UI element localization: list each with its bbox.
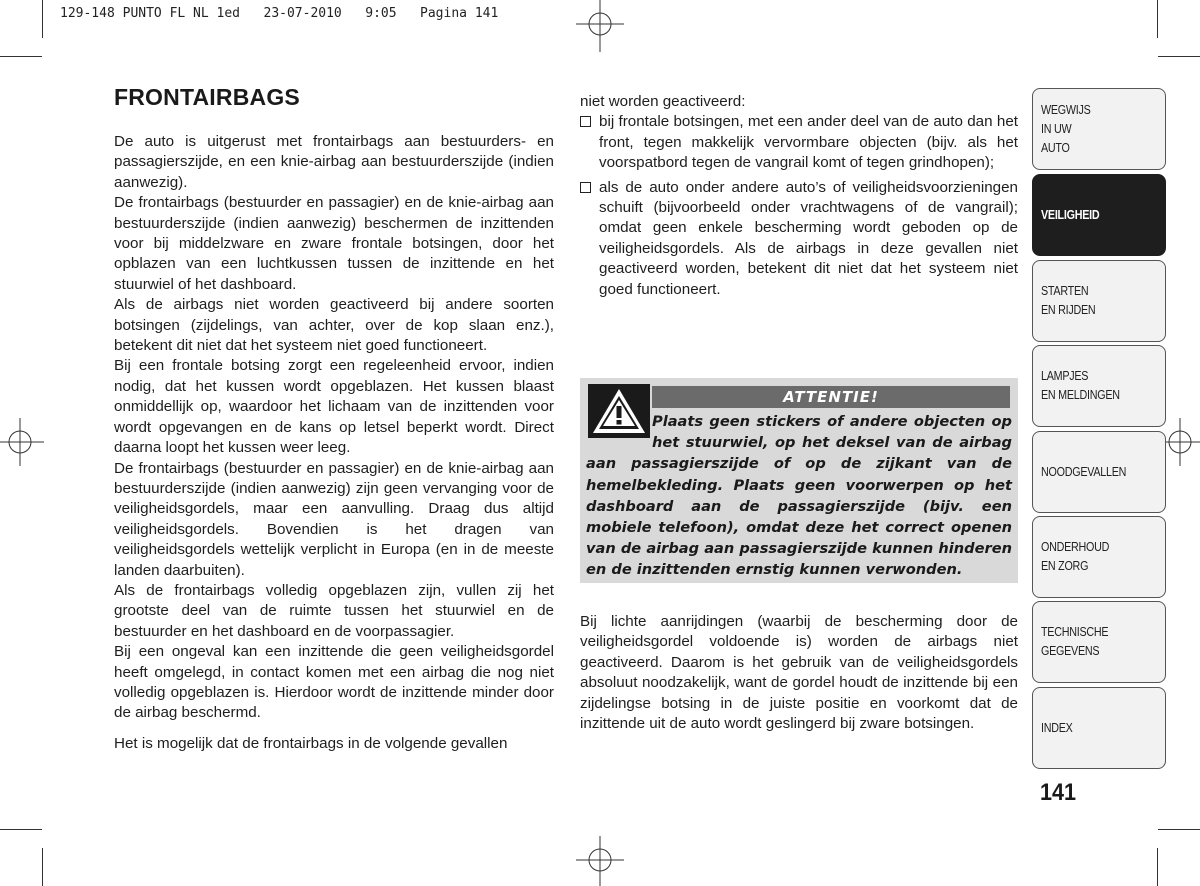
paragraph: Bij een frontale botsing zorgt een regeleenheid ervoor, indien nodig, dat het kussen wordt opgeblazen. Het kussen blaast onmiddellijk op, waardoor het lichaam van de inzittenden voor wordt opgevangen en de kans op letsel beperkt wordt. Direct daarna loopt het kussen weer leeg. bbox=[114, 357, 554, 457]
registration-mark-icon bbox=[576, 0, 624, 52]
crop-mark-bottom-left-h bbox=[0, 829, 42, 830]
tab-label-line: EN RIJDEN bbox=[1041, 303, 1096, 317]
closing-paragraph: Bij lichte aanrijdingen (waarbij de bescherming door de veiligheidsgordel voldoende is) worden de airbags niet geactiveerd. Daarom is het gebruik van de veiligheidsgordels absoluut noodzakelijk, want de gordel houdt de inzittende bij een zijdelingse botsing in de juiste positie en voorkomt dat de inzittende uit de auto wordt geslingerd bij zware botsingen. bbox=[580, 613, 1018, 733]
tab-starten[interactable] bbox=[1032, 260, 1166, 342]
warning-box bbox=[580, 378, 1018, 583]
tab-noodgevallen[interactable] bbox=[1032, 431, 1166, 513]
checkbox-bullet-icon bbox=[580, 116, 591, 127]
list-item-text: als de auto onder andere auto’s of veiligheidsvoorzieningen schuift (bijvoorbeeld onder vrachtwagens of de vangrail); omdat geen enkele bescherming wordt geboden op de veiligheidsgordels. Als de airbags in deze gevallen niet geactiveerd worden, betekent dit niet dat het systeem niet goed functioneert. bbox=[599, 178, 1018, 298]
tab-veiligheid[interactable] bbox=[1032, 174, 1166, 256]
registration-mark-icon bbox=[576, 836, 624, 886]
warning-text-body: Plaats geen stickers of andere objecten op het stuurwiel, op het deksel van de airbag aan passagierszijde of op de zijkant van de hemelbekleding. Plaats geen voorwerpen op het dashboard aan de passagierszijde (bijv. een mobiele telefoon), omdat deze het correct openen van de airbag aan passagierszijde kunnen hinderen en de inzittenden ernstig kunnen verwonden. bbox=[586, 413, 1012, 579]
list-item bbox=[580, 178, 1018, 300]
tab-label-line: VEILIGHEID bbox=[1041, 207, 1100, 222]
crop-mark-top-left-h bbox=[0, 56, 42, 57]
tab-label-line: ONDERHOUD bbox=[1041, 540, 1110, 554]
tab-label-line: INDEX bbox=[1041, 720, 1073, 735]
left-column bbox=[114, 132, 554, 754]
tab-label-line: GEGEVENS bbox=[1041, 644, 1100, 658]
tab-technische[interactable] bbox=[1032, 601, 1166, 683]
paragraph: Het is mogelijk dat de frontairbags in de volgende gevallen bbox=[114, 734, 508, 752]
warning-text bbox=[586, 411, 1012, 581]
crop-mark-bottom-left-v bbox=[42, 848, 43, 886]
crop-mark-top-right-h bbox=[1158, 56, 1200, 57]
checkbox-bullet-icon bbox=[580, 182, 591, 193]
crop-mark-bottom-right-h bbox=[1158, 829, 1200, 830]
tab-label-line: EN MELDINGEN bbox=[1041, 388, 1120, 402]
paragraph: De auto is uitgerust met frontairbags aan bestuurders- en passagierszijde, en een knie-airbag aan bestuurderszijde (indien aanwezig). bbox=[114, 133, 554, 191]
tab-label-line: WEGWIJS bbox=[1041, 102, 1091, 117]
tab-label-line: NOODGEVALLEN bbox=[1041, 464, 1127, 479]
paragraph: De frontairbags (bestuurder en passagier) en de knie-airbag aan bestuurderszijde (indien aanwezig) beschermen de inzittenden voor bij middelzware en zware frontale botsingen, door het opblazen van een luchtkussen tussen de inzittende en het stuurwiel of het dashboard. bbox=[114, 194, 554, 293]
tab-lampjes[interactable] bbox=[1032, 345, 1166, 427]
registration-mark-icon bbox=[0, 418, 44, 466]
crop-mark-top-right-v bbox=[1157, 0, 1158, 38]
page-number: 141 bbox=[1040, 779, 1077, 806]
print-header: 129-148 PUNTO FL NL 1ed 23-07-2010 9:05 Pagina 141 bbox=[60, 6, 499, 21]
tab-label-line: LAMPJES bbox=[1041, 369, 1089, 383]
tab-label-line: AUTO bbox=[1041, 140, 1070, 155]
tab-label-line: STARTEN bbox=[1041, 284, 1089, 298]
tab-label-line: TECHNISCHE bbox=[1041, 625, 1109, 639]
paragraph: Bij een ongeval kan een inzittende die geen veiligheidsgordel heeft omgelegd, in contact komen met een airbag die nog niet volledig opgeblazen is. Hierdoor wordt de inzittende minder door de airbag beschermd. bbox=[114, 643, 554, 722]
warning-label: ATTENTIE! bbox=[652, 386, 1010, 408]
tab-onderhoud[interactable] bbox=[1032, 516, 1166, 598]
page-title: FRONTAIRBAGS bbox=[114, 84, 300, 110]
list-item bbox=[580, 112, 1018, 173]
crop-mark-top-left-v bbox=[42, 0, 43, 38]
tab-index[interactable] bbox=[1032, 687, 1166, 769]
tab-label-line: EN ZORG bbox=[1041, 559, 1089, 573]
crop-mark-bottom-right-v bbox=[1157, 848, 1158, 886]
tab-wegwijs[interactable] bbox=[1032, 88, 1166, 170]
paragraph: De frontairbags (bestuurder en passagier) en de knie-airbag aan bestuurderszijde (indien aanwezig) zijn geen vervanging voor de veiligheidsgordels, maar een aanvulling. Draag dus altijd veiligheidsgordels. Bovendien is het dragen van veiligheidsgordels wettelijk verplicht in Europa (en in de meeste landen daarbuiten). bbox=[114, 459, 554, 579]
tab-label-line: IN UW bbox=[1041, 121, 1072, 136]
right-column bbox=[580, 92, 1018, 300]
paragraph: niet worden geactiveerd: bbox=[580, 93, 746, 110]
paragraph: Als de frontairbags volledig opgeblazen zijn, vullen zij het grootste deel van de ruimte tussen het stuurwiel en de bestuurder en het dashboard en de voorpassagier. bbox=[114, 581, 554, 640]
list-item-text: bij frontale botsingen, met een ander deel van de auto dan het front, tegen makkelijk vervormbare objecten (bijv. als het voorspatbord tegen de vangrail komt of tegen grindhopen); bbox=[599, 113, 1018, 172]
paragraph: Als de airbags niet worden geactiveerd bij andere soorten botsingen (zijdelings, van achter, over de kop slaan enz.), betekent dit niet dat het systeem niet goed functioneert. bbox=[114, 296, 554, 355]
